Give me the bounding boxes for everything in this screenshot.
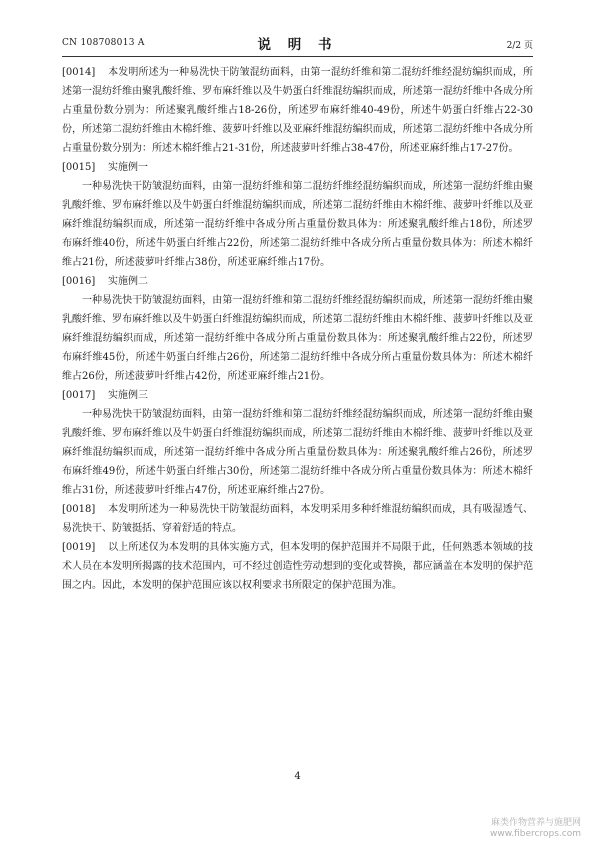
paragraph-text: 一种易洗快干防皱混纺面料，由第一混纺纤维和第二混纺纤维经混纺编织而成，所述第一混纺纤维由聚乳酸纤维、罗布麻纤维以及牛奶蛋白纤维混纺编织而成，所述第二混纺纤维由木棉纤维、菠萝叶纤维以及亚麻纤维混纺编织而成，所述第一混纺纤维中各成分所占重量份数具体为：所述聚乳酸纤维占18份，所述罗布麻纤维40份，所述牛奶蛋白纤维占22份，所述第二混纺纤维中各成分所占重量份数具体为：所述木棉纤维占21份，所述菠萝叶纤维占38份，所述亚麻纤维占17份。 <box>62 181 533 268</box>
publication-number: CN 108708013 A <box>62 38 145 48</box>
paragraph-number: [0019] <box>62 542 96 553</box>
page-header <box>62 33 533 53</box>
document-title: 说 明 书 <box>257 37 338 53</box>
paragraph-number: [0015] <box>62 162 96 173</box>
page-number: 4 <box>294 771 301 782</box>
watermark-url: www.fibercrops.com <box>490 829 581 839</box>
site-watermark <box>490 818 581 840</box>
paragraph <box>62 538 533 595</box>
paragraph <box>62 291 533 386</box>
paragraph-number: [0014] <box>62 67 96 78</box>
paragraph <box>62 405 533 500</box>
header-rule <box>62 56 533 57</box>
paragraph-text: 以上所述仅为本发明的具体实施方式，但本发明的保护范围并不局限于此，任何熟悉本领域的技术人员在本发明所揭露的技术范围内，可不经过创造性劳动想到的变化或替换，都应涵盖在本发明的保护范围之内。因此，本发明的保护范围应该以权利要求书所限定的保护范围为准。 <box>62 542 533 591</box>
page-indicator: 2/2 页 <box>506 41 533 51</box>
paragraph <box>62 177 533 272</box>
paragraph-text: 实施例一 <box>108 162 148 173</box>
paragraph <box>62 158 533 177</box>
paragraph-number: [0018] <box>62 504 96 515</box>
paragraph <box>62 386 533 405</box>
paragraph-number: [0017] <box>62 390 96 401</box>
paragraph-number: [0016] <box>62 276 96 287</box>
paragraph-text: 实施例二 <box>108 276 148 287</box>
paragraph-text: 一种易洗快干防皱混纺面料，由第一混纺纤维和第二混纺纤维经混纺编织而成，所述第一混纺纤维由聚乳酸纤维、罗布麻纤维以及牛奶蛋白纤维混纺编织而成，所述第二混纺纤维由木棉纤维、菠萝叶纤维以及亚麻纤维混纺编织而成，所述第一混纺纤维中各成分所占重量份数具体为：所述聚乳酸纤维占26份，所述罗布麻纤维49份，所述牛奶蛋白纤维占30份，所述第二混纺纤维中各成分所占重量份数具体为：所述木棉纤维占31份，所述菠萝叶纤维占47份，所述亚麻纤维占27份。 <box>62 409 533 496</box>
paragraph-text: 实施例三 <box>108 390 148 401</box>
paragraph-text: 本发明所述为一种易洗快干防皱混纺面料，由第一混纺纤维和第二混纺纤维经混纺编织而成，所述第一混纺纤维由聚乳酸纤维、罗布麻纤维以及牛奶蛋白纤维混纺编织而成，所述第一混纺纤维中各成分所占重量份数分别为：所述聚乳酸纤维占18-26份，所述罗布麻纤维40-49份，所述牛奶蛋白纤维占22-30份，所述第二混纺纤维由木棉纤维、菠萝叶纤维以及亚麻纤维混纺编织而成，所述第二混纺纤维中各成分所占重量份数分别为：所述木棉纤维占21-31份，所述菠萝叶纤维占38-47份，所述亚麻纤维占17-27份。 <box>62 67 533 154</box>
document-body <box>62 63 533 595</box>
watermark-name: 麻类作物营养与施肥网 <box>490 818 581 828</box>
paragraph <box>62 500 533 538</box>
paragraph-text: 本发明所述为一种易洗快干防皱混纺面料，本发明采用多种纤维混纺编织而成，具有吸湿透气、易洗快干、防皱挺括、穿着舒适的特点。 <box>62 504 533 534</box>
paragraph <box>62 272 533 291</box>
paragraph-text: 一种易洗快干防皱混纺面料，由第一混纺纤维和第二混纺纤维经混纺编织而成，所述第一混纺纤维由聚乳酸纤维、罗布麻纤维以及牛奶蛋白纤维混纺编织而成，所述第二混纺纤维由木棉纤维、菠萝叶纤维以及亚麻纤维混纺编织而成，所述第一混纺纤维中各成分所占重量份数具体为：所述聚乳酸纤维占22份，所述罗布麻纤维45份，所述牛奶蛋白纤维占26份，所述第二混纺纤维中各成分所占重量份数具体为：所述木棉纤维占26份，所述菠萝叶纤维占42份，所述亚麻纤维占21份。 <box>62 295 533 382</box>
paragraph <box>62 63 533 158</box>
